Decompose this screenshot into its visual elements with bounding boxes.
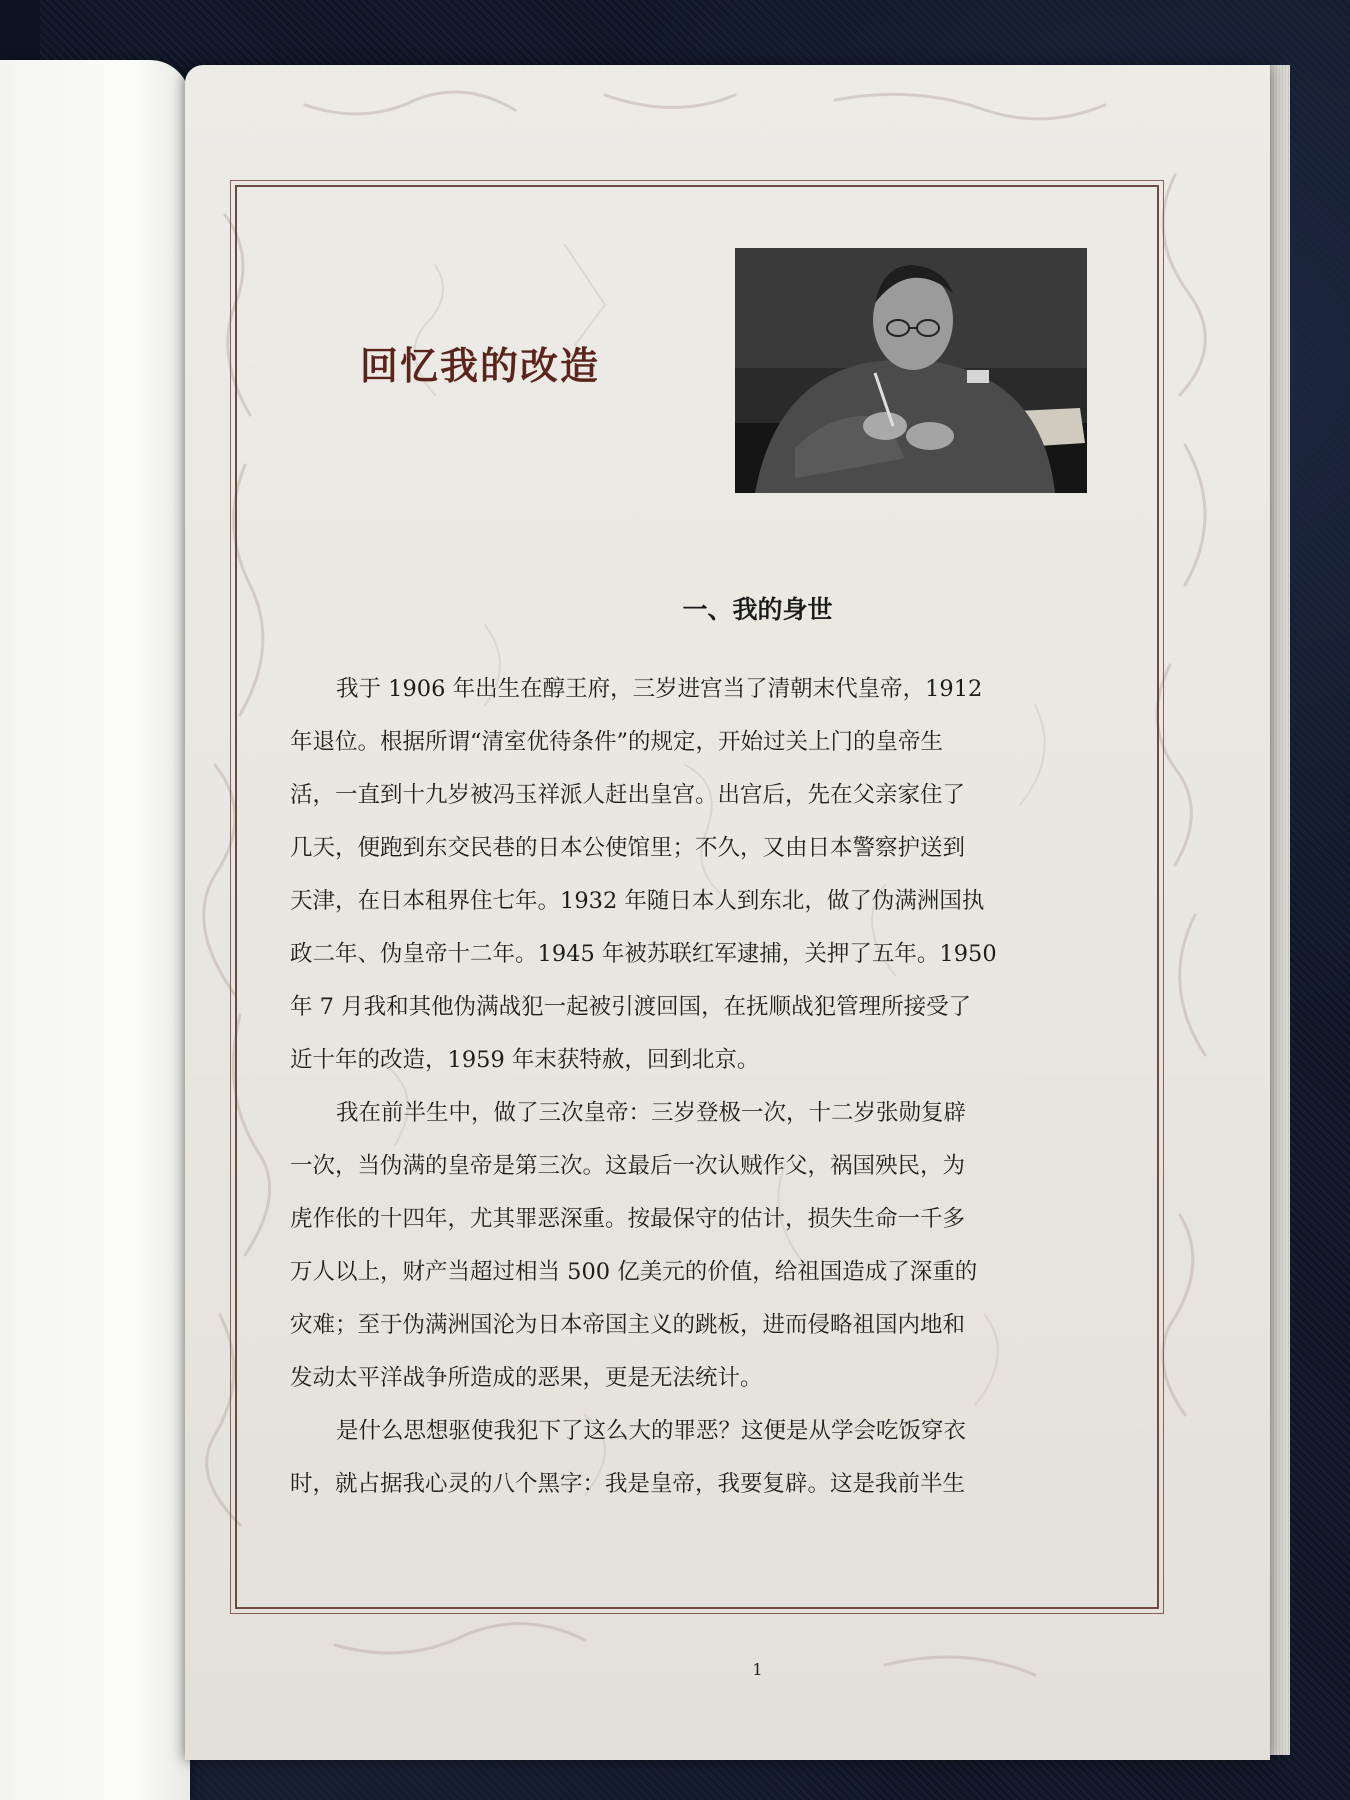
text-line: 活，一直到十九岁被冯玉祥派人赶出皇宫。出宫后，先在父亲家住了	[290, 782, 966, 808]
text-line: 政二年、伪皇帝十二年。1945 年被苏联红军逮捕，关押了五年。1950	[290, 941, 997, 967]
text-line: 几天，便跑到东交民巷的日本公使馆里；不久，又由日本警察护送到	[290, 835, 966, 861]
article-title: 回忆我的改造	[360, 343, 601, 388]
page-number: 1	[752, 1660, 763, 1679]
text-line: 近十年的改造，1959 年末获特赦，回到北京。	[290, 1047, 760, 1073]
page-stack-edge	[1268, 65, 1290, 1755]
text-line: 天津，在日本租界住七年。1932 年随日本人到东北，做了伪满洲国执	[290, 888, 985, 914]
text-line: 时，就占据我心灵的八个黑字：我是皇帝，我要复辟。这是我前半生	[290, 1471, 966, 1497]
text-line: 灾难；至于伪满洲国沦为日本帝国主义的跳板，进而侵略祖国内地和	[290, 1312, 966, 1338]
book-page	[185, 65, 1270, 1760]
man-writing-photo	[735, 248, 1087, 493]
text-line: 虎作伥的十四年，尤其罪恶深重。按最保守的估计，损失生命一千多	[290, 1206, 966, 1232]
paragraph-3	[290, 1405, 1120, 1511]
text-line: 我于 1906 年出生在醇王府，三岁进宫当了清朝末代皇帝，1912	[336, 676, 983, 702]
text-line: 年退位。根据所谓“清室优待条件”的规定，开始过关上门的皇帝生	[290, 729, 944, 755]
article-body	[290, 663, 1120, 1511]
text-line: 一次，当伪满的皇帝是第三次。这最后一次认贼作父，祸国殃民，为	[290, 1153, 966, 1179]
photo-illustration	[735, 248, 1087, 493]
text-line: 发动太平洋战争所造成的恶果，更是无法统计。	[290, 1365, 763, 1391]
text-line: 是什么思想驱使我犯下了这么大的罪恶？这便是从学会吃饭穿衣	[336, 1418, 967, 1444]
paragraph-1	[290, 663, 1120, 1087]
left-page-blank	[0, 60, 190, 1800]
text-line: 年 7 月我和其他伪满战犯一起被引渡回国，在抚顺战犯管理所接受了	[290, 994, 972, 1020]
section-heading: 一、我的身世	[682, 595, 833, 624]
text-line: 万人以上，财产当超过相当 500 亿美元的价值，给祖国造成了深重的	[290, 1259, 978, 1285]
paragraph-2	[290, 1087, 1120, 1405]
text-line: 我在前半生中，做了三次皇帝：三岁登极一次，十二岁张勋复辟	[336, 1100, 967, 1126]
